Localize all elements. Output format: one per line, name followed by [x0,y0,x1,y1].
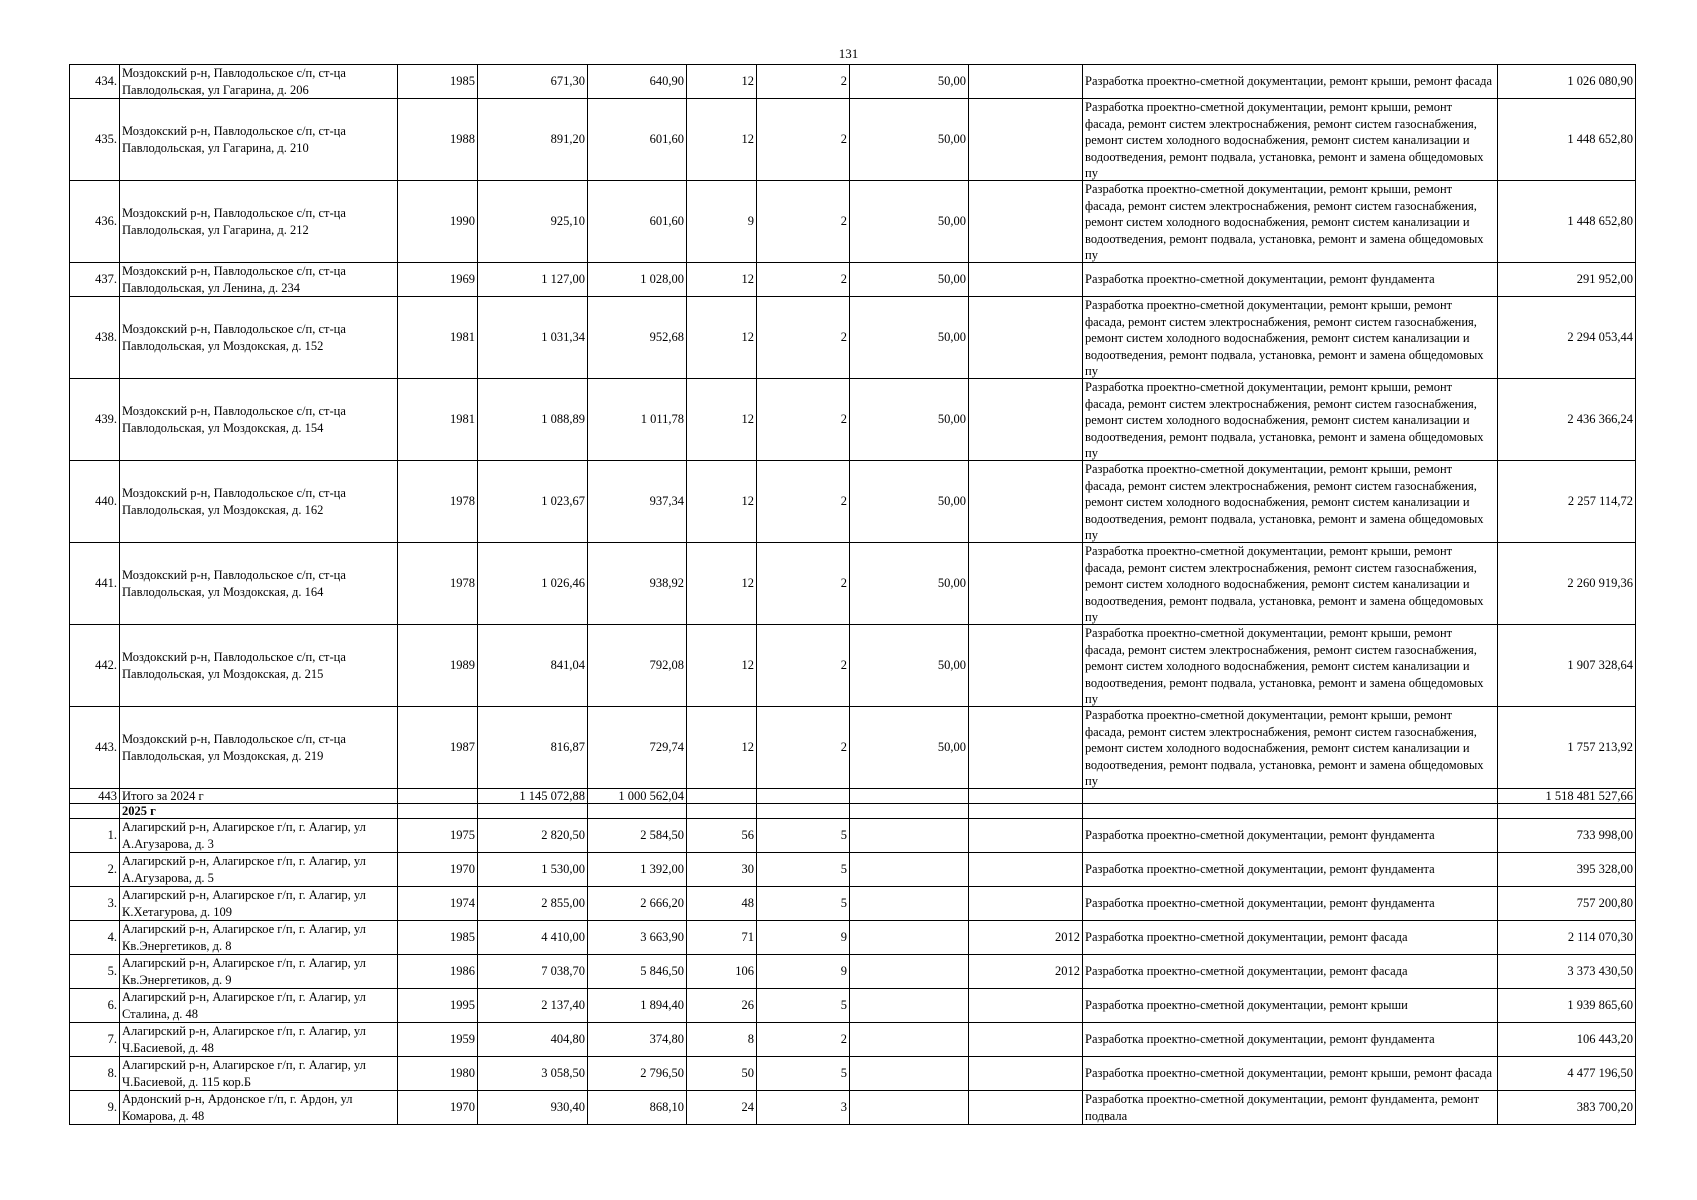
cost-cell: 291 952,00 [1498,263,1636,297]
row-number: 4. [70,921,120,955]
living-area-cell: 937,34 [588,461,687,543]
residents-cell: 24 [687,1091,757,1125]
works-text: Разработка проектно-сметной документации, ремонт фасада [1085,930,1408,945]
address-cell: Алагирский р-н, Алагирское г/п, г. Алагир, ул Кв.Энергетиков, д. 8 [120,921,398,955]
living-area-cell: 2 796,50 [588,1057,687,1091]
commission-year-cell: 1989 [398,625,478,707]
residents-cell: 12 [687,65,757,99]
floors-cell: 2 [757,625,850,707]
wear-cell [850,887,969,921]
total-area-cell: 2 137,40 [478,989,588,1023]
last-repair-year-cell [969,1057,1083,1091]
floors-cell: 2 [757,461,850,543]
works-cell [1083,461,1498,543]
address-cell: Моздокский р-н, Павлодольское с/п, ст-ца Павлодольская, ул Моздокская, д. 152 [120,297,398,379]
row-number: 435. [70,99,120,181]
cost-cell: 106 443,20 [1498,1023,1636,1057]
row-number: 442. [70,625,120,707]
commission-year-cell: 1975 [398,819,478,853]
cost-cell: 2 257 114,72 [1498,461,1636,543]
residents-cell: 30 [687,853,757,887]
last-repair-year-cell [969,1023,1083,1057]
total-area-cell: 7 038,70 [478,955,588,989]
wear-cell: 50,00 [850,461,969,543]
living-area-cell: 868,10 [588,1091,687,1125]
last-repair-year-cell [969,887,1083,921]
last-repair-year-cell [969,379,1083,461]
commission-year-cell: 1988 [398,99,478,181]
total-label: Итого за 2024 г [120,789,398,804]
floors-cell: 3 [757,1091,850,1125]
cost-cell: 1 448 652,80 [1498,99,1636,181]
cost-cell: 2 294 053,44 [1498,297,1636,379]
table-row [70,921,1636,955]
total-area-cell: 841,04 [478,625,588,707]
works-cell [1083,1023,1498,1057]
commission-year-cell: 1985 [398,65,478,99]
residents-cell: 48 [687,887,757,921]
living-area-cell: 1 894,40 [588,989,687,1023]
row-number: 5. [70,955,120,989]
cost-cell: 1 907 328,64 [1498,625,1636,707]
row-number: 7. [70,1023,120,1057]
wear-cell [850,955,969,989]
address-cell: Моздокский р-н, Павлодольское с/п, ст-ца Павлодольская, ул Гагарина, д. 210 [120,99,398,181]
commission-year-cell: 1986 [398,955,478,989]
table-row [70,99,1636,181]
row-number: 438. [70,297,120,379]
living-area-cell: 601,60 [588,181,687,263]
wear-cell [850,819,969,853]
last-repair-year-cell [969,853,1083,887]
wear-cell: 50,00 [850,181,969,263]
address-cell: Моздокский р-н, Павлодольское с/п, ст-ца Павлодольская, ул Моздокская, д. 215 [120,625,398,707]
table-row [70,543,1636,625]
total-area-cell: 3 058,50 [478,1057,588,1091]
last-repair-year-cell [969,543,1083,625]
cost-cell: 757 200,80 [1498,887,1636,921]
works-text: Разработка проектно-сметной документации, ремонт крыши, ремонт фасада, ремонт систем электроснабжения, ремонт систем газоснабжения, ремонт систем холодного водоснабжения, ремонт систем канализации и водоотведения, ремонт подвала, установка, ремонт и замена общедомовых пу [1085,626,1484,706]
empty-cell [757,789,850,804]
last-repair-year-cell [969,181,1083,263]
living-area-sum: 1 000 562,04 [588,789,687,804]
residents-cell: 50 [687,1057,757,1091]
last-repair-year-cell [969,297,1083,379]
works-text: Разработка проектно-сметной документации, ремонт крыши, ремонт фасада, ремонт систем электроснабжения, ремонт систем газоснабжения, ремонт систем холодного водоснабжения, ремонт систем канализации и водоотведения, ремонт подвала, установка, ремонт и замена общедомовых пу [1085,380,1484,460]
empty-cell [1083,789,1498,804]
cost-cell: 395 328,00 [1498,853,1636,887]
row-number: 6. [70,989,120,1023]
floors-cell: 5 [757,819,850,853]
address-cell: Моздокский р-н, Павлодольское с/п, ст-ца Павлодольская, ул Гагарина, д. 212 [120,181,398,263]
empty-cell [398,789,478,804]
floors-cell: 5 [757,989,850,1023]
living-area-cell: 3 663,90 [588,921,687,955]
works-cell [1083,625,1498,707]
living-area-cell: 2 584,50 [588,819,687,853]
residents-cell: 26 [687,989,757,1023]
total-area-cell: 930,40 [478,1091,588,1125]
floors-cell: 5 [757,853,850,887]
commission-year-cell: 1978 [398,543,478,625]
works-text: Разработка проектно-сметной документации, ремонт крыши, ремонт фасада, ремонт систем электроснабжения, ремонт систем газоснабжения, ремонт систем холодного водоснабжения, ремонт систем канализации и водоотведения, ремонт подвала, установка, ремонт и замена общедомовых пу [1085,708,1484,788]
row-number: 441. [70,543,120,625]
cost-cell: 2 436 366,24 [1498,379,1636,461]
table-row [70,181,1636,263]
last-repair-year-cell: 2012 [969,921,1083,955]
commission-year-cell: 1978 [398,461,478,543]
empty-cell [478,804,588,819]
table-row [70,461,1636,543]
address-cell: Алагирский р-н, Алагирское г/п, г. Алагир, ул А.Агузарова, д. 3 [120,819,398,853]
table-row [70,887,1636,921]
last-repair-year-cell [969,263,1083,297]
residents-cell: 12 [687,461,757,543]
living-area-cell: 1 392,00 [588,853,687,887]
floors-cell: 2 [757,65,850,99]
row-number: 437. [70,263,120,297]
works-cell [1083,819,1498,853]
empty-cell [757,804,850,819]
residents-cell: 12 [687,707,757,789]
cost-cell: 3 373 430,50 [1498,955,1636,989]
residents-cell: 56 [687,819,757,853]
works-text: Разработка проектно-сметной документации, ремонт крыши, ремонт фасада [1085,1066,1493,1081]
wear-cell: 50,00 [850,543,969,625]
last-repair-year-cell [969,707,1083,789]
residents-cell: 12 [687,99,757,181]
residents-cell: 9 [687,181,757,263]
empty-cell [70,804,120,819]
living-area-cell: 601,60 [588,99,687,181]
last-repair-year-cell [969,989,1083,1023]
table-row [70,707,1636,789]
wear-cell: 50,00 [850,99,969,181]
works-text: Разработка проектно-сметной документации, ремонт фундамента, ремонт подвала [1085,1092,1480,1123]
repair-program-table [69,64,1636,1125]
address-cell: Алагирский р-н, Алагирское г/п, г. Алагир, ул А.Агузарова, д. 5 [120,853,398,887]
works-cell [1083,887,1498,921]
total-area-cell: 671,30 [478,65,588,99]
total-area-cell: 1 026,46 [478,543,588,625]
wear-cell: 50,00 [850,65,969,99]
cost-cell: 1 026 080,90 [1498,65,1636,99]
total-area-cell: 404,80 [478,1023,588,1057]
last-repair-year-cell [969,99,1083,181]
commission-year-cell: 1987 [398,707,478,789]
wear-cell [850,989,969,1023]
wear-cell: 50,00 [850,379,969,461]
works-cell [1083,1057,1498,1091]
total-area-cell: 891,20 [478,99,588,181]
last-repair-year-cell [969,1091,1083,1125]
table-row [70,1091,1636,1125]
total-area-cell: 816,87 [478,707,588,789]
residents-cell: 12 [687,263,757,297]
living-area-cell: 1 028,00 [588,263,687,297]
floors-cell: 2 [757,297,850,379]
living-area-cell: 2 666,20 [588,887,687,921]
works-text: Разработка проектно-сметной документации, ремонт фундамента [1085,272,1435,287]
works-text: Разработка проектно-сметной документации, ремонт крыши, ремонт фасада, ремонт систем электроснабжения, ремонт систем газоснабжения, ремонт систем холодного водоснабжения, ремонт систем канализации и водоотведения, ремонт подвала, установка, ремонт и замена общедомовых пу [1085,462,1484,542]
table-body [70,65,1636,1125]
address-cell: Ардонский р-н, Ардонское г/п, г. Ардон, ул Комарова, д. 48 [120,1091,398,1125]
table-row [70,1023,1636,1057]
wear-cell: 50,00 [850,297,969,379]
total-area-cell: 1 031,34 [478,297,588,379]
page-number: 131 [838,46,859,61]
commission-year-cell: 1981 [398,297,478,379]
last-repair-year-cell [969,65,1083,99]
commission-year-cell: 1974 [398,887,478,921]
address-cell: Алагирский р-н, Алагирское г/п, г. Алагир, ул Сталина, д. 48 [120,989,398,1023]
table-row [70,263,1636,297]
row-number: 434. [70,65,120,99]
floors-cell: 2 [757,99,850,181]
floors-cell: 9 [757,955,850,989]
table-row [70,65,1636,99]
cost-cell: 1 448 652,80 [1498,181,1636,263]
row-number: 9. [70,1091,120,1125]
commission-year-cell: 1995 [398,989,478,1023]
living-area-cell: 729,74 [588,707,687,789]
commission-year-cell: 1990 [398,181,478,263]
cost-cell: 733 998,00 [1498,819,1636,853]
living-area-cell: 640,90 [588,65,687,99]
living-area-cell: 374,80 [588,1023,687,1057]
total-row-2024 [70,789,1636,804]
empty-cell [687,804,757,819]
works-cell [1083,263,1498,297]
works-cell [1083,181,1498,263]
empty-cell [1498,804,1636,819]
works-text: Разработка проектно-сметной документации, ремонт крыши, ремонт фасада, ремонт систем электроснабжения, ремонт систем газоснабжения, ремонт систем холодного водоснабжения, ремонт систем канализации и водоотведения, ремонт подвала, установка, ремонт и замена общедомовых пу [1085,100,1484,180]
works-text: Разработка проектно-сметной документации, ремонт фундамента [1085,862,1435,877]
address-cell: Моздокский р-н, Павлодольское с/п, ст-ца Павлодольская, ул Моздокская, д. 154 [120,379,398,461]
table-row [70,625,1636,707]
table-row [70,989,1636,1023]
floors-cell: 2 [757,707,850,789]
living-area-cell: 792,08 [588,625,687,707]
table-row [70,955,1636,989]
floors-cell: 9 [757,921,850,955]
empty-cell [687,789,757,804]
wear-cell: 50,00 [850,707,969,789]
total-area-cell: 1 127,00 [478,263,588,297]
works-cell [1083,1091,1498,1125]
works-cell [1083,65,1498,99]
wear-cell [850,921,969,955]
living-area-cell: 952,68 [588,297,687,379]
works-cell [1083,297,1498,379]
works-text: Разработка проектно-сметной документации, ремонт фундамента [1085,1032,1435,1047]
table-row [70,819,1636,853]
address-cell: Алагирский р-н, Алагирское г/п, г. Алагир, ул К.Хетагурова, д. 109 [120,887,398,921]
address-cell: Моздокский р-н, Павлодольское с/п, ст-ца Павлодольская, ул Моздокская, д. 164 [120,543,398,625]
empty-cell [850,789,969,804]
residents-cell: 12 [687,379,757,461]
cost-cell: 2 114 070,30 [1498,921,1636,955]
address-cell: Алагирский р-н, Алагирское г/п, г. Алагир, ул Ч.Басиевой, д. 48 [120,1023,398,1057]
residents-cell: 12 [687,297,757,379]
works-text: Разработка проектно-сметной документации, ремонт крыши, ремонт фасада [1085,74,1493,89]
total-area-cell: 4 410,00 [478,921,588,955]
address-cell: Моздокский р-н, Павлодольское с/п, ст-ца Павлодольская, ул Ленина, д. 234 [120,263,398,297]
commission-year-cell: 1980 [398,1057,478,1091]
commission-year-cell: 1981 [398,379,478,461]
table-row [70,379,1636,461]
cost-cell: 1 939 865,60 [1498,989,1636,1023]
address-cell: Алагирский р-н, Алагирское г/п, г. Алагир, ул Ч.Басиевой, д. 115 кор.Б [120,1057,398,1091]
empty-cell [398,804,478,819]
cost-cell: 2 260 919,36 [1498,543,1636,625]
works-text: Разработка проектно-сметной документации, ремонт фундамента [1085,828,1435,843]
works-cell [1083,99,1498,181]
wear-cell: 50,00 [850,625,969,707]
commission-year-cell: 1970 [398,853,478,887]
living-area-cell: 5 846,50 [588,955,687,989]
cost-cell: 4 477 196,50 [1498,1057,1636,1091]
residents-cell: 106 [687,955,757,989]
commission-year-cell: 1985 [398,921,478,955]
works-text: Разработка проектно-сметной документации, ремонт крыши, ремонт фасада, ремонт систем электроснабжения, ремонт систем газоснабжения, ремонт систем холодного водоснабжения, ремонт систем канализации и водоотведения, ремонт подвала, установка, ремонт и замена общедомовых пу [1085,182,1484,262]
commission-year-cell: 1970 [398,1091,478,1125]
works-text: Разработка проектно-сметной документации, ремонт фундамента [1085,896,1435,911]
works-text: Разработка проектно-сметной документации, ремонт крыши, ремонт фасада, ремонт систем электроснабжения, ремонт систем газоснабжения, ремонт систем холодного водоснабжения, ремонт систем канализации и водоотведения, ремонт подвала, установка, ремонт и замена общедомовых пу [1085,298,1484,378]
row-number: 443. [70,707,120,789]
total-area-sum: 1 145 072,88 [478,789,588,804]
empty-cell [969,789,1083,804]
empty-cell [1083,804,1498,819]
table-row [70,853,1636,887]
total-cost-sum: 1 518 481 527,66 [1498,789,1636,804]
works-cell [1083,853,1498,887]
floors-cell: 2 [757,379,850,461]
address-cell: Алагирский р-н, Алагирское г/п, г. Алагир, ул Кв.Энергетиков, д. 9 [120,955,398,989]
address-cell: Моздокский р-н, Павлодольское с/п, ст-ца Павлодольская, ул Моздокская, д. 219 [120,707,398,789]
commission-year-cell: 1959 [398,1023,478,1057]
section-row-2025 [70,804,1636,819]
cost-cell: 383 700,20 [1498,1091,1636,1125]
floors-cell: 2 [757,263,850,297]
wear-cell [850,1057,969,1091]
row-number: 1. [70,819,120,853]
last-repair-year-cell: 2012 [969,955,1083,989]
wear-cell [850,1023,969,1057]
works-text: Разработка проектно-сметной документации, ремонт крыши, ремонт фасада, ремонт систем электроснабжения, ремонт систем газоснабжения, ремонт систем холодного водоснабжения, ремонт систем канализации и водоотведения, ремонт подвала, установка, ремонт и замена общедомовых пу [1085,544,1484,624]
row-number: 3. [70,887,120,921]
floors-cell: 2 [757,543,850,625]
living-area-cell: 1 011,78 [588,379,687,461]
address-cell: Моздокский р-н, Павлодольское с/п, ст-ца Павлодольская, ул Гагарина, д. 206 [120,65,398,99]
last-repair-year-cell [969,819,1083,853]
total-area-cell: 1 023,67 [478,461,588,543]
row-number: 2. [70,853,120,887]
total-area-cell: 1 530,00 [478,853,588,887]
section-title: 2025 г [120,804,398,819]
works-cell [1083,543,1498,625]
floors-cell: 2 [757,181,850,263]
floors-cell: 5 [757,887,850,921]
row-number: 8. [70,1057,120,1091]
residents-cell: 8 [687,1023,757,1057]
wear-cell: 50,00 [850,263,969,297]
floors-cell: 2 [757,1023,850,1057]
total-area-cell: 1 088,89 [478,379,588,461]
cost-cell: 1 757 213,92 [1498,707,1636,789]
row-number: 439. [70,379,120,461]
works-text: Разработка проектно-сметной документации, ремонт фасада [1085,964,1408,979]
floors-cell: 5 [757,1057,850,1091]
residents-cell: 12 [687,543,757,625]
empty-cell [850,804,969,819]
total-area-cell: 2 855,00 [478,887,588,921]
empty-cell [969,804,1083,819]
total-area-cell: 925,10 [478,181,588,263]
works-cell [1083,955,1498,989]
wear-cell [850,1091,969,1125]
row-number: 440. [70,461,120,543]
table-row [70,297,1636,379]
works-cell [1083,989,1498,1023]
last-repair-year-cell [969,461,1083,543]
commission-year-cell: 1969 [398,263,478,297]
empty-cell [588,804,687,819]
works-text: Разработка проектно-сметной документации, ремонт крыши [1085,998,1408,1013]
living-area-cell: 938,92 [588,543,687,625]
row-number: 436. [70,181,120,263]
last-repair-year-cell [969,625,1083,707]
works-cell [1083,921,1498,955]
wear-cell [850,853,969,887]
table-row [70,1057,1636,1091]
total-number: 443 [70,789,120,804]
residents-cell: 12 [687,625,757,707]
total-area-cell: 2 820,50 [478,819,588,853]
residents-cell: 71 [687,921,757,955]
works-cell [1083,707,1498,789]
address-cell: Моздокский р-н, Павлодольское с/п, ст-ца Павлодольская, ул Моздокская, д. 162 [120,461,398,543]
works-cell [1083,379,1498,461]
